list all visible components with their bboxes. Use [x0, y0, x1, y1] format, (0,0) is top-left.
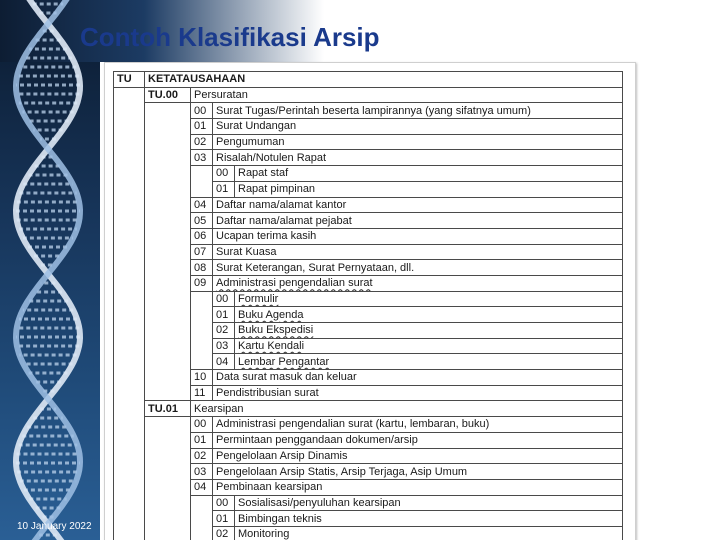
item-label: Pembinaan kearsipan	[213, 479, 623, 495]
item-code: 03	[191, 464, 213, 480]
indent-cell	[145, 119, 191, 135]
item-code: 06	[191, 228, 213, 244]
item-label: Risalah/Notulen Rapat	[213, 150, 623, 166]
subitem-label: Kartu Kendali	[235, 338, 623, 354]
indent-cell	[145, 307, 191, 323]
table-row-subitem	[114, 526, 623, 540]
table-row-subitem	[114, 354, 623, 370]
table-row-subitem	[114, 307, 623, 323]
indent-cell	[145, 479, 191, 495]
indent-cell	[191, 307, 213, 323]
subitem-code: 00	[213, 495, 235, 511]
indent-cell	[145, 417, 191, 433]
indent-cell	[145, 166, 191, 182]
indent-cell	[145, 213, 191, 229]
table-row-item	[114, 448, 623, 464]
table-row-item	[114, 370, 623, 386]
indent-cell	[145, 150, 191, 166]
indent-cell	[191, 166, 213, 182]
item-label: Permintaan penggandaan dokumen/arsip	[213, 432, 623, 448]
item-code: 00	[191, 103, 213, 119]
table-row-main-header	[114, 72, 623, 88]
subitem-label: Buku Ekspedisi	[235, 323, 623, 339]
main-name: KETATAUSAHAAN	[145, 72, 623, 88]
table-row-subitem	[114, 323, 623, 339]
classification-document	[104, 62, 636, 540]
indent-cell	[114, 323, 145, 339]
indent-cell	[145, 244, 191, 260]
indent-cell	[191, 495, 213, 511]
indent-cell	[114, 275, 145, 291]
item-code: 11	[191, 385, 213, 401]
subitem-label: Rapat staf	[235, 166, 623, 182]
table-row-subitem	[114, 291, 623, 307]
subitem-label: Lembar Pengantar	[235, 354, 623, 370]
indent-cell	[114, 464, 145, 480]
section-name: Kearsipan	[191, 401, 623, 417]
item-label: Ucapan terima kasih	[213, 228, 623, 244]
indent-cell	[191, 338, 213, 354]
indent-cell	[145, 181, 191, 197]
subitem-label: Bimbingan teknis	[235, 511, 623, 527]
indent-cell	[191, 181, 213, 197]
indent-cell	[191, 323, 213, 339]
table-row-item	[114, 432, 623, 448]
item-label: Daftar nama/alamat kantor	[213, 197, 623, 213]
item-label: Surat Tugas/Perintah beserta lampirannya (yang sifatnya umum)	[213, 103, 623, 119]
table-row-subitem	[114, 511, 623, 527]
indent-cell	[145, 260, 191, 276]
indent-cell	[145, 526, 191, 540]
indent-cell	[145, 464, 191, 480]
indent-cell	[114, 228, 145, 244]
item-code: 09	[191, 275, 213, 291]
table-row-subitem	[114, 338, 623, 354]
indent-cell	[191, 354, 213, 370]
item-code: 01	[191, 432, 213, 448]
table-row-item	[114, 275, 623, 291]
table-row-section-header	[114, 87, 623, 103]
indent-cell	[114, 197, 145, 213]
indent-cell	[191, 526, 213, 540]
indent-cell	[114, 354, 145, 370]
indent-cell	[114, 338, 145, 354]
table-row-subitem	[114, 495, 623, 511]
indent-cell	[114, 119, 145, 135]
subitem-code: 02	[213, 526, 235, 540]
indent-cell	[145, 228, 191, 244]
table-row-item	[114, 134, 623, 150]
indent-cell	[114, 495, 145, 511]
subitem-label: Monitoring	[235, 526, 623, 540]
subitem-code: 01	[213, 511, 235, 527]
table-row-item	[114, 119, 623, 135]
indent-cell	[145, 291, 191, 307]
item-code: 07	[191, 244, 213, 260]
table-row-item	[114, 385, 623, 401]
item-label: Pengumuman	[213, 134, 623, 150]
indent-cell	[145, 495, 191, 511]
indent-cell	[145, 103, 191, 119]
indent-cell	[114, 87, 145, 103]
indent-cell	[114, 417, 145, 433]
table-row-subitem	[114, 181, 623, 197]
indent-cell	[145, 338, 191, 354]
indent-cell	[114, 150, 145, 166]
indent-cell	[145, 370, 191, 386]
item-code: 05	[191, 213, 213, 229]
classification-table	[113, 71, 623, 540]
subitem-code: 00	[213, 166, 235, 182]
table-row-item	[114, 197, 623, 213]
item-label: Pengelolaan Arsip Dinamis	[213, 448, 623, 464]
indent-cell	[114, 166, 145, 182]
indent-cell	[145, 432, 191, 448]
indent-cell	[114, 244, 145, 260]
subitem-label: Sosialisasi/penyuluhan kearsipan	[235, 495, 623, 511]
subitem-code: 01	[213, 181, 235, 197]
table-row-item	[114, 150, 623, 166]
subitem-label: Rapat pimpinan	[235, 181, 623, 197]
indent-cell	[114, 401, 145, 417]
table-row-item	[114, 244, 623, 260]
indent-cell	[114, 213, 145, 229]
indent-cell	[145, 448, 191, 464]
indent-cell	[114, 307, 145, 323]
subitem-code: 02	[213, 323, 235, 339]
slide-title: Contoh Klasifikasi Arsip	[80, 22, 380, 52]
indent-cell	[145, 511, 191, 527]
indent-cell	[114, 511, 145, 527]
item-label: Administrasi pengendalian surat	[213, 275, 623, 291]
subitem-code: 01	[213, 307, 235, 323]
dna-helix-graphic	[0, 0, 110, 540]
table-row-section-header	[114, 401, 623, 417]
indent-cell	[114, 134, 145, 150]
item-label: Data surat masuk dan keluar	[213, 370, 623, 386]
subitem-label: Buku Agenda	[235, 307, 623, 323]
item-label: Pengelolaan Arsip Statis, Arsip Terjaga, Asip Umum	[213, 464, 623, 480]
item-label: Surat Kuasa	[213, 244, 623, 260]
indent-cell	[145, 323, 191, 339]
subitem-label: Formulir	[235, 291, 623, 307]
section-code: TU.00	[145, 87, 191, 103]
main-code: TU	[114, 72, 145, 88]
indent-cell	[145, 197, 191, 213]
item-label: Pendistribusian surat	[213, 385, 623, 401]
indent-cell	[114, 291, 145, 307]
item-code: 02	[191, 448, 213, 464]
indent-cell	[114, 526, 145, 540]
indent-cell	[114, 103, 145, 119]
indent-cell	[114, 479, 145, 495]
table-row-item	[114, 479, 623, 495]
item-code: 00	[191, 417, 213, 433]
indent-cell	[191, 511, 213, 527]
indent-cell	[114, 385, 145, 401]
footer-date: 10 January 2022	[17, 521, 92, 532]
indent-cell	[145, 134, 191, 150]
indent-cell	[191, 291, 213, 307]
indent-cell	[145, 385, 191, 401]
item-label: Administrasi pengendalian surat (kartu, lembaran, buku)	[213, 417, 623, 433]
item-label: Daftar nama/alamat pejabat	[213, 213, 623, 229]
subitem-code: 04	[213, 354, 235, 370]
table-row-item	[114, 213, 623, 229]
indent-cell	[114, 448, 145, 464]
indent-cell	[114, 260, 145, 276]
item-code: 01	[191, 119, 213, 135]
table-row-item	[114, 464, 623, 480]
table-row-subitem	[114, 166, 623, 182]
table-row-item	[114, 103, 623, 119]
table-row-item	[114, 228, 623, 244]
indent-cell	[114, 370, 145, 386]
item-label: Surat Keterangan, Surat Pernyataan, dll.	[213, 260, 623, 276]
subitem-code: 00	[213, 291, 235, 307]
indent-cell	[114, 432, 145, 448]
indent-cell	[145, 275, 191, 291]
item-code: 03	[191, 150, 213, 166]
indent-cell	[145, 354, 191, 370]
item-code: 10	[191, 370, 213, 386]
section-code: TU.01	[145, 401, 191, 417]
item-code: 08	[191, 260, 213, 276]
item-label: Surat Undangan	[213, 119, 623, 135]
table-row-item	[114, 417, 623, 433]
item-code: 04	[191, 479, 213, 495]
table-row-item	[114, 260, 623, 276]
subitem-code: 03	[213, 338, 235, 354]
section-name: Persuratan	[191, 87, 623, 103]
item-code: 02	[191, 134, 213, 150]
indent-cell	[114, 181, 145, 197]
item-code: 04	[191, 197, 213, 213]
